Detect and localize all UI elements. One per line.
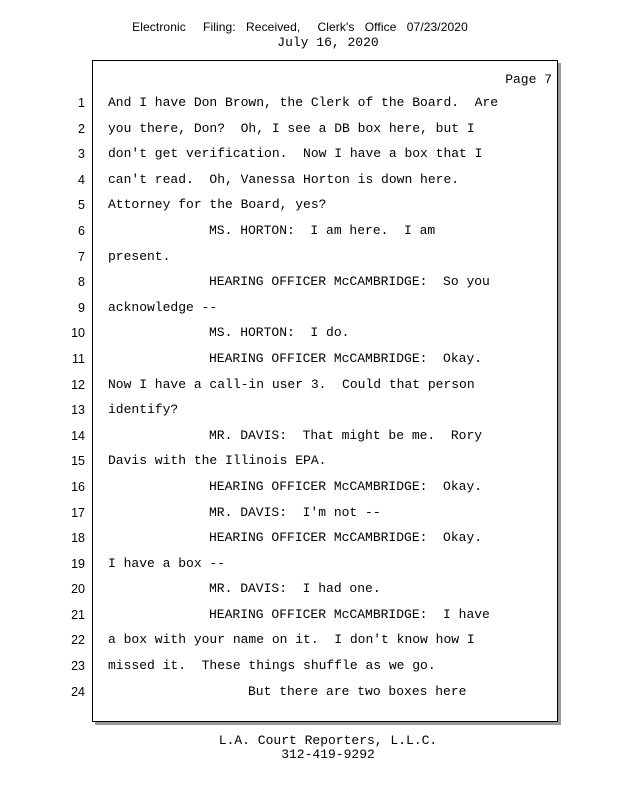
line-number: 22 — [71, 633, 85, 648]
page-number: Page 7 — [505, 72, 552, 87]
transcript-line: HEARING OFFICER McCAMBRIDGE: So you — [209, 274, 490, 290]
transcript-line: MS. HORTON: I do. — [209, 325, 350, 341]
line-number: 18 — [71, 531, 85, 546]
line-number: 10 — [71, 326, 85, 341]
transcript-line: And I have Don Brown, the Clerk of the Board. Are — [108, 95, 499, 110]
line-number: 4 — [78, 172, 85, 187]
line-number: 23 — [71, 659, 85, 674]
line-number: 13 — [71, 403, 85, 418]
line-number: 3 — [78, 147, 85, 162]
transcript-line: HEARING OFFICER McCAMBRIDGE: Okay. — [209, 530, 483, 546]
transcript-line: MR. DAVIS: I'm not -- — [209, 504, 381, 520]
line-number: 6 — [78, 223, 85, 238]
line-number: 8 — [78, 275, 85, 290]
transcript-line: Attorney for the Board, yes? — [108, 197, 327, 213]
transcript-line: MR. DAVIS: That might be me. Rory — [209, 427, 483, 443]
transcript-line: present. — [108, 248, 171, 264]
transcript-body — [108, 95, 548, 709]
transcript-line: HEARING OFFICER McCAMBRIDGE: I have — [209, 606, 490, 622]
line-number: 21 — [71, 607, 85, 622]
line-number: 15 — [71, 454, 85, 469]
filing-stamp: Electronic Filing: Received, Clerk's Office 07/23/2020 — [132, 20, 468, 34]
line-number: 5 — [78, 198, 85, 213]
line-number: 2 — [78, 121, 85, 136]
court-reporter-company: L.A. Court Reporters, L.L.C. — [218, 733, 438, 748]
transcript-line: a box with your name on it. I don't know how I — [108, 632, 475, 648]
line-number: 12 — [71, 377, 85, 392]
line-number: 14 — [71, 428, 85, 443]
line-number: 19 — [71, 556, 85, 571]
line-number-column — [60, 95, 85, 709]
line-number: 16 — [71, 479, 85, 494]
line-number: 1 — [78, 96, 85, 110]
transcript-line: MR. DAVIS: I had one. — [209, 581, 381, 597]
transcript-line: Now I have a call-in user 3. Could that person — [108, 376, 475, 392]
line-number: 9 — [78, 300, 85, 315]
hearing-date: July 16, 2020 — [277, 35, 379, 50]
line-number: 7 — [78, 249, 85, 264]
transcript-line: acknowledge -- — [108, 299, 218, 315]
transcript-line: Davis with the Illinois EPA. — [108, 453, 327, 469]
transcript-line: don't get verification. Now I have a box that I — [108, 146, 483, 162]
transcript-line: HEARING OFFICER McCAMBRIDGE: Okay. — [209, 478, 483, 494]
transcript-line: HEARING OFFICER McCAMBRIDGE: Okay. — [209, 350, 483, 366]
transcript-line: identify? — [108, 402, 179, 418]
court-reporter-phone: 312-419-9292 — [281, 747, 375, 762]
transcript-line: MS. HORTON: I am here. I am — [209, 222, 436, 238]
transcript-line: you there, Don? Oh, I see a DB box here, but I — [108, 120, 475, 136]
transcript-line: But there are two boxes here — [248, 683, 467, 699]
line-number: 20 — [71, 582, 85, 597]
transcript-line: missed it. These things shuffle as we go. — [108, 658, 436, 674]
transcript-line: I have a box -- — [108, 555, 226, 571]
line-number: 24 — [71, 684, 85, 699]
line-number: 11 — [72, 351, 85, 366]
line-number: 17 — [71, 505, 85, 520]
transcript-line: can't read. Oh, Vanessa Horton is down here. — [108, 171, 460, 187]
